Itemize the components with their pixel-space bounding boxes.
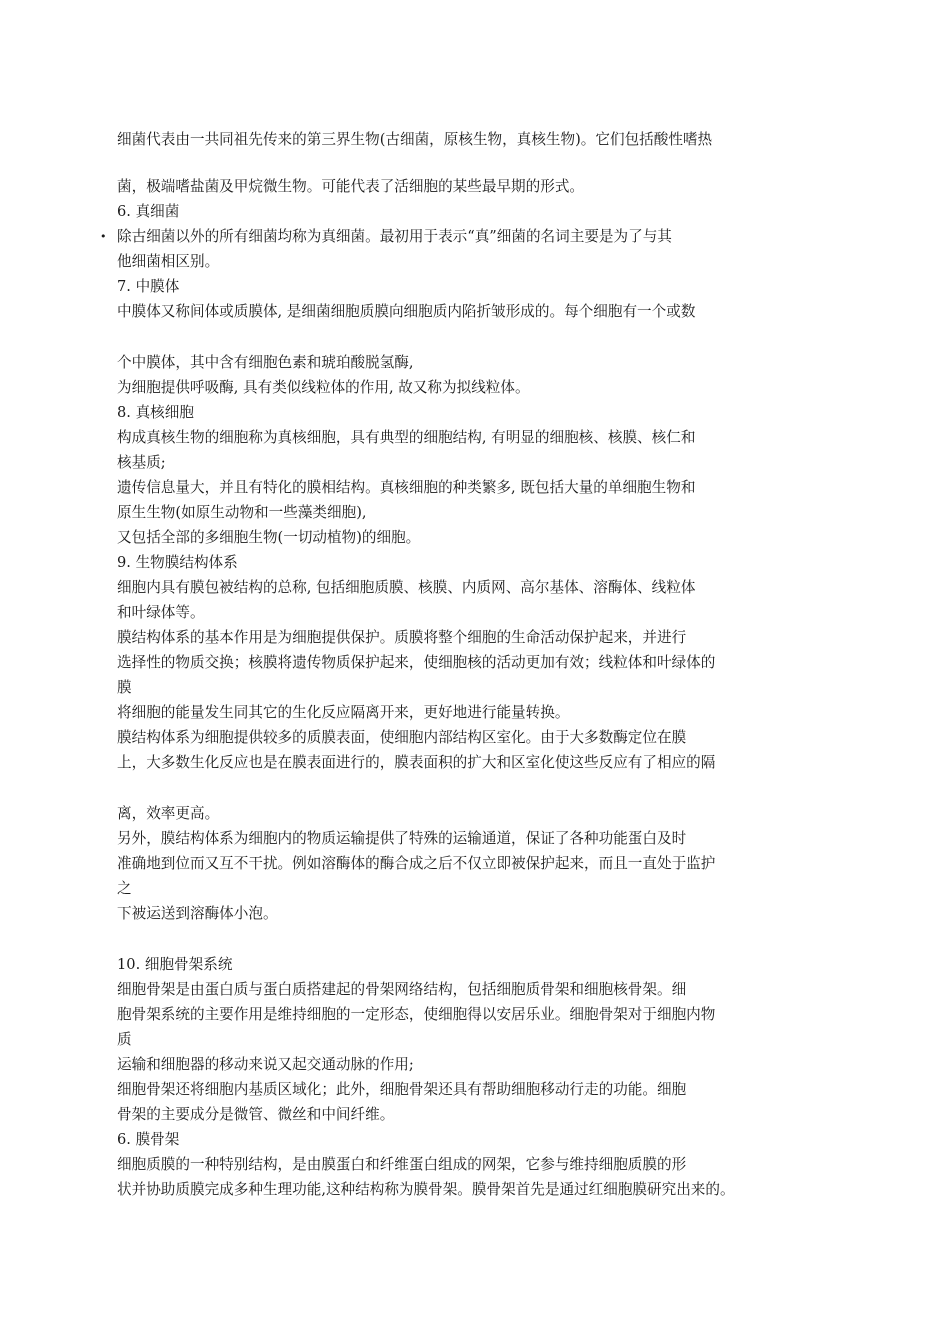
paragraph-line: 和叶绿体等。: [117, 604, 205, 621]
paragraph-line: 遗传信息量大，并且有特化的膜相结构。真核细胞的种类繁多, 既包括大量的单细胞生物和: [117, 479, 696, 496]
paragraph-line: 准确地到位而又互不干扰。例如溶酶体的酶合成之后不仅立即被保护起来，而且一直处于监护: [117, 855, 716, 872]
paragraph-line: 选择性的物质交换；核膜将遗传物质保护起来，使细胞核的活动更加有效；线粒体和叶绿体的: [117, 654, 716, 671]
paragraph-line: 膜结构体系为细胞提供较多的质膜表面，使细胞内部结构区室化。由于大多数酶定位在膜: [117, 729, 687, 746]
paragraph-line: 膜: [117, 679, 132, 696]
line-gap: [117, 926, 817, 952]
paragraph-line: 细胞内具有膜包被结构的总称, 包括细胞质膜、核膜、内质网、高尔基体、溶酶体、线粒体: [117, 579, 696, 596]
paragraph-line: 核基质;: [117, 454, 166, 471]
paragraph-line: 中膜体又称间体或质膜体, 是细菌细胞质膜向细胞质内陷折皱形成的。每个细胞有一个或数: [117, 303, 696, 320]
paragraph-line: 运输和细胞器的移动来说又起交通动脉的作用;: [117, 1056, 414, 1073]
paragraph-line: 另外，膜结构体系为细胞内的物质运输提供了特殊的运输通道，保证了各种功能蛋白及时: [117, 830, 687, 847]
paragraph-line: 细胞骨架还将细胞内基质区域化；此外，细胞骨架还具有帮助细胞移动行走的功能。细胞: [117, 1081, 687, 1098]
paragraph-line: 状并协助质膜完成多种生理功能,这种结构称为膜骨架。膜骨架首先是通过红细胞膜研究出来的。: [117, 1181, 735, 1198]
paragraph-line: 上，大多数生化反应也是在膜表面进行的，膜表面积的扩大和区室化使这些反应有了相应的隔: [117, 754, 716, 771]
bullet-text: 除古细菌以外的所有细菌均称为真细菌。最初用于表示“真”细菌的名词主要是为了与其: [117, 228, 672, 245]
paragraph-line: 他细菌相区别。: [117, 253, 220, 270]
paragraph-line: 细菌代表由一共同祖先传来的第三界生物(古细菌，原核生物，真核生物)。它们包括酸性嗜热: [117, 131, 713, 148]
section-heading: 9. 生物膜结构体系: [117, 554, 238, 571]
paragraph-line: 膜结构体系的基本作用是为细胞提供保护。质膜将整个细胞的生命活动保护起来，并进行: [117, 629, 687, 646]
document-body: [100, 127, 817, 1202]
line-gap: [117, 152, 817, 174]
bullet-list-item: [100, 224, 817, 249]
paragraph-line: 又包括全部的多细胞生物(一切动植物)的细胞。: [117, 529, 421, 546]
paragraph-line: 原生生物(如原生动物和一些藻类细胞),: [117, 504, 367, 521]
paragraph-line: 构成真核生物的细胞称为真核细胞，具有典型的细胞结构, 有明显的细胞核、核膜、核仁和: [117, 429, 696, 446]
paragraph-line: 为细胞提供呼吸酶, 具有类似线粒体的作用, 故又称为拟线粒体。: [117, 379, 530, 396]
paragraph-line: 将细胞的能量发生同其它的生化反应隔离开来，更好地进行能量转换。: [117, 704, 570, 721]
paragraph-line: 菌，极端嗜盐菌及甲烷微生物。可能代表了活细胞的某些最早期的形式。: [117, 178, 585, 195]
paragraph-line: 离，效率更高。: [117, 805, 220, 822]
line-gap: [117, 775, 817, 801]
paragraph-line: 胞骨架系统的主要作用是维持细胞的一定形态，使细胞得以安居乐业。细胞骨架对于细胞内物: [117, 1006, 716, 1023]
section-heading: 6. 真细菌: [117, 203, 180, 220]
bullet-icon: •: [100, 230, 107, 243]
paragraph-line: 质: [117, 1031, 132, 1048]
section-heading: 7. 中膜体: [117, 278, 180, 295]
paragraph-line: 之: [117, 880, 132, 897]
paragraph-line: 下被运送到溶酶体小泡。: [117, 905, 278, 922]
line-gap: [117, 324, 817, 350]
paragraph-line: 细胞骨架是由蛋白质与蛋白质搭建起的骨架网络结构，包括细胞质骨架和细胞核骨架。细: [117, 981, 687, 998]
paragraph-line: 个中膜体，其中含有细胞色素和琥珀酸脱氢酶,: [117, 354, 414, 371]
section-heading: 6. 膜骨架: [117, 1131, 180, 1148]
paragraph-line: 骨架的主要成分是微管、微丝和中间纤维。: [117, 1106, 395, 1123]
section-heading: 8. 真核细胞: [117, 404, 194, 421]
paragraph-line: 细胞质膜的一种特别结构，是由膜蛋白和纤维蛋白组成的网架，它参与维持细胞质膜的形: [117, 1156, 687, 1173]
section-heading: 10. 细胞骨架系统: [117, 956, 233, 973]
